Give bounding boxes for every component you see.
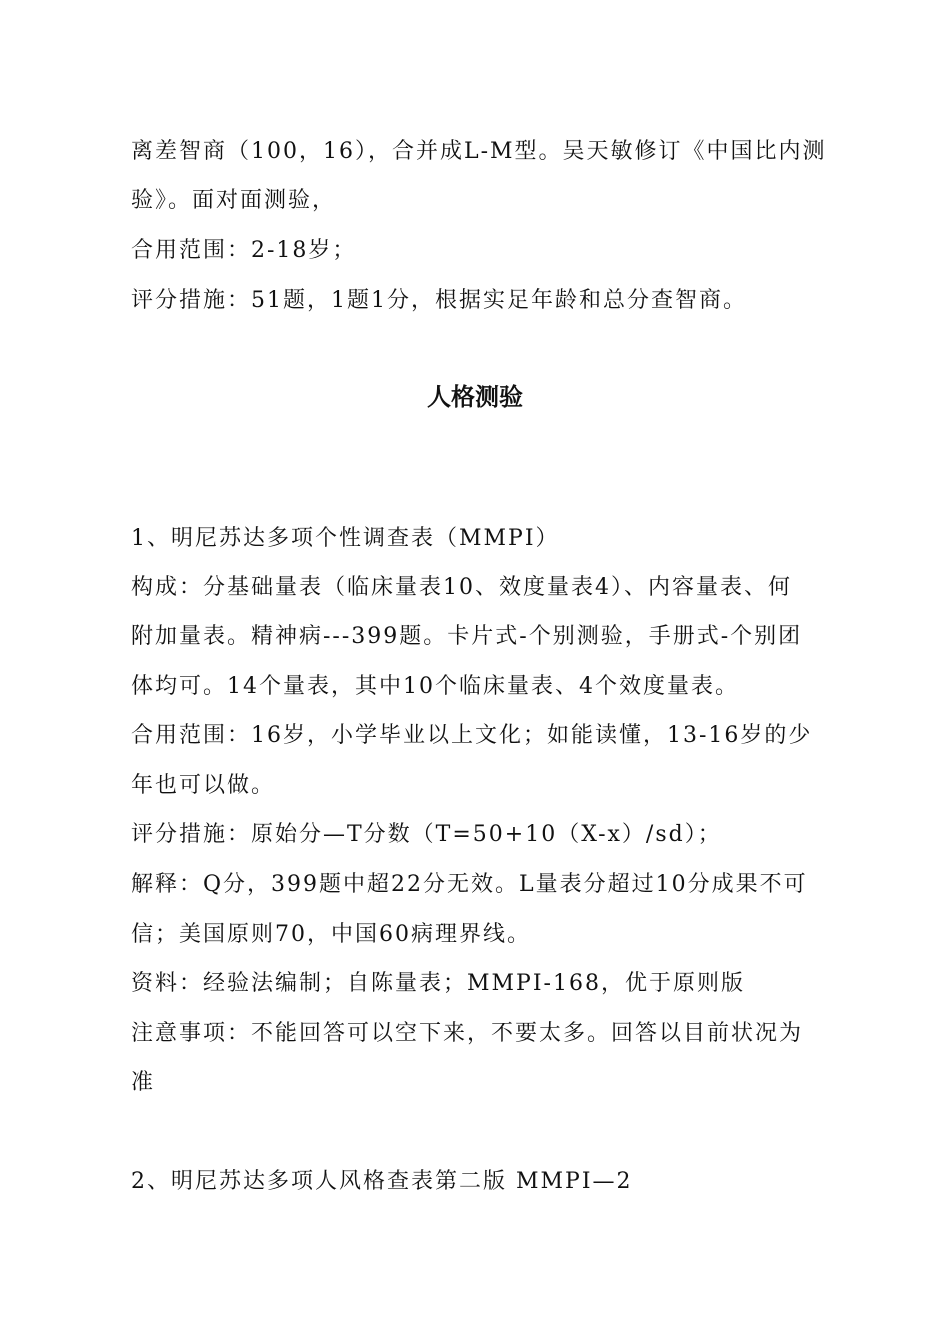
item1-line-2: 构成：分基础量表（临床量表10、效度量表4）、内容量表、何	[131, 575, 792, 600]
item1-line-5: 合用范围：16岁，小学毕业以上文化；如能读懂，13-16岁的少	[131, 723, 813, 748]
item1-line-12: 准	[131, 1070, 156, 1095]
item1-line-7: 评分措施：原始分—T分数（T=50+10（X-x）/sd）；	[131, 822, 722, 847]
item1-line-3: 附加量表。精神病---399题。卡片式-个别测验，手册式-个别团	[131, 624, 803, 649]
intro-line-1: 离差智商（100，16），合并成L-M型。吴天敏修订《中国比内测	[131, 139, 827, 164]
item1-line-4: 体均可。14个量表，其中10个临床量表、4个效度量表。	[131, 674, 739, 699]
section-title: 人格测验	[427, 383, 523, 411]
item1-line-11: 注意事项：不能回答可以空下来，不要太多。回答以目前状况为	[131, 1021, 804, 1046]
intro-line-4: 评分措施：51题，1题1分，根据实足年龄和总分查智商。	[131, 288, 747, 313]
intro-line-2: 验》。面对面测验，	[131, 188, 337, 213]
item2-title: 2、明尼苏达多项人风格查表第二版 MMPI—2	[131, 1169, 633, 1194]
intro-line-3: 合用范围：2-18岁；	[131, 238, 357, 263]
item1-line-10: 资料：经验法编制；自陈量表；MMPI-168，优于原则版	[131, 971, 745, 996]
item1-line-9: 信；美国原则70，中国60病理界线。	[131, 922, 531, 947]
item1-title: 1、明尼苏达多项个性调查表（MMPI）	[131, 526, 560, 551]
item1-line-8: 解释：Q分，399题中超22分无效。L量表分超过10分成果不可	[131, 872, 808, 897]
item1-line-6: 年也可以做。	[131, 773, 276, 798]
